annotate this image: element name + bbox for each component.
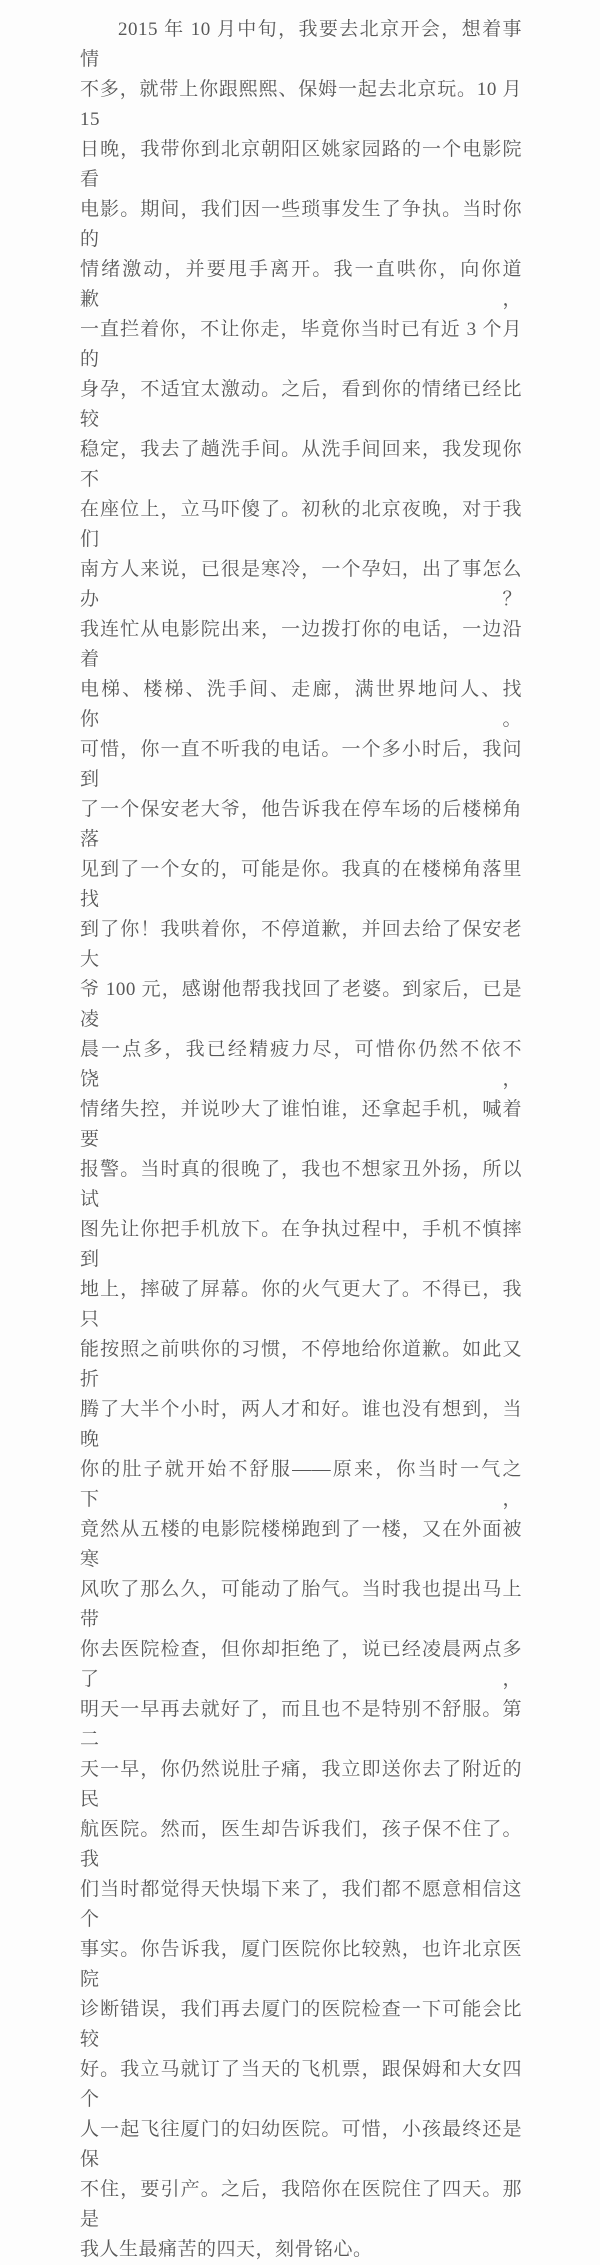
text-line: 事实。你告诉我，厦门医院你比较熟，也许北京医院	[80, 1939, 522, 1990]
text-line: 情绪失控，并说吵大了谁怕谁，还拿起手机，喊着要	[80, 1099, 522, 1150]
text-line: 人一起飞往厦门的妇幼医院。可惜，小孩最终还是保	[80, 2119, 522, 2170]
text-line: 了一个保安老大爷，他告诉我在停车场的后楼梯角落	[80, 799, 522, 850]
text-line: 地上，摔破了屏幕。你的火气更大了。不得已，我只	[80, 1279, 522, 1330]
text-line: 航医院。然而，医生却告诉我们，孩子保不住了。我	[80, 1819, 522, 1870]
text-line: 不住，要引产。之后，我陪你在医院住了四天。那是	[80, 2179, 522, 2230]
text-line: 不多，就带上你跟熙熙、保姆一起去北京玩。10 月 15	[80, 79, 522, 130]
text-line: 电影。期间，我们因一些琐事发生了争执。当时你的	[80, 199, 522, 250]
text-line: 一直拦着你，不让你走，毕竟你当时已有近 3 个月的	[80, 319, 522, 370]
text-line: 你去医院检查，但你却拒绝了，说已经凌晨两点多了，	[80, 1639, 522, 1690]
text-line: 稳定，我去了趟洗手间。从洗手间回来，我发现你不	[80, 439, 522, 490]
text-line: 见到了一个女的，可能是你。我真的在楼梯角落里找	[80, 859, 522, 910]
text-line: 好。我立马就订了当天的飞机票，跟保姆和大女四个	[80, 2059, 522, 2110]
text-line: 我连忙从电影院出来，一边拨打你的电话，一边沿着	[80, 619, 522, 670]
text-line: 诊断错误，我们再去厦门的医院检查一下可能会比较	[80, 1999, 522, 2050]
text-line: 你的肚子就开始不舒服——原来，你当时一气之下，	[80, 1459, 522, 1510]
text-line: 们当时都觉得天快塌下来了，我们都不愿意相信这个	[80, 1879, 522, 1930]
text-line: 可惜，你一直不听我的电话。一个多小时后，我问到	[80, 739, 522, 790]
text-line: 2015 年 10 月中旬，我要去北京开会，想着事情	[80, 19, 522, 70]
text-line: 日晚，我带你到北京朝阳区姚家园路的一个电影院看	[80, 139, 522, 190]
text-line: 腾了大半个小时，两人才和好。谁也没有想到，当晚	[80, 1399, 522, 1450]
text-line: 电梯、楼梯、洗手间、走廊，满世界地问人、找你。	[80, 679, 522, 730]
text-line: 风吹了那么久，可能动了胎气。当时我也提出马上带	[80, 1579, 522, 1630]
text-line: 我人生最痛苦的四天，刻骨铭心。	[80, 2239, 373, 2260]
text-line: 南方人来说，已很是寒冷，一个孕妇，出了事怎么办？	[80, 559, 522, 610]
text-line: 晨一点多，我已经精疲力尽，可惜你仍然不依不饶，	[80, 1039, 522, 1090]
text-line: 在座位上，立马吓傻了。初秋的北京夜晚，对于我们	[80, 499, 522, 550]
text-line: 图先让你把手机放下。在争执过程中，手机不慎摔到	[80, 1219, 522, 1270]
text-line: 能按照之前哄你的习惯，不停地给你道歉。如此又折	[80, 1339, 522, 1390]
text-line: 爷 100 元，感谢他帮我找回了老婆。到家后，已是凌	[80, 979, 522, 1030]
text-line: 报警。当时真的很晚了，我也不想家丑外扬，所以试	[80, 1159, 522, 1210]
text-line: 天一早，你仍然说肚子痛，我立即送你去了附近的民	[80, 1759, 522, 1810]
text-line: 竟然从五楼的电影院楼梯跑到了一楼，又在外面被寒	[80, 1519, 522, 1570]
text-line: 身孕，不适宜太激动。之后，看到你的情绪已经比较	[80, 379, 522, 430]
text-line: 情绪激动，并要甩手离开。我一直哄你，向你道歉，	[80, 259, 522, 310]
text-line: 到了你！我哄着你，不停道歉，并回去给了保安老大	[80, 919, 522, 970]
text-line: 明天一早再去就好了，而且也不是特别不舒服。第二	[80, 1699, 522, 1750]
